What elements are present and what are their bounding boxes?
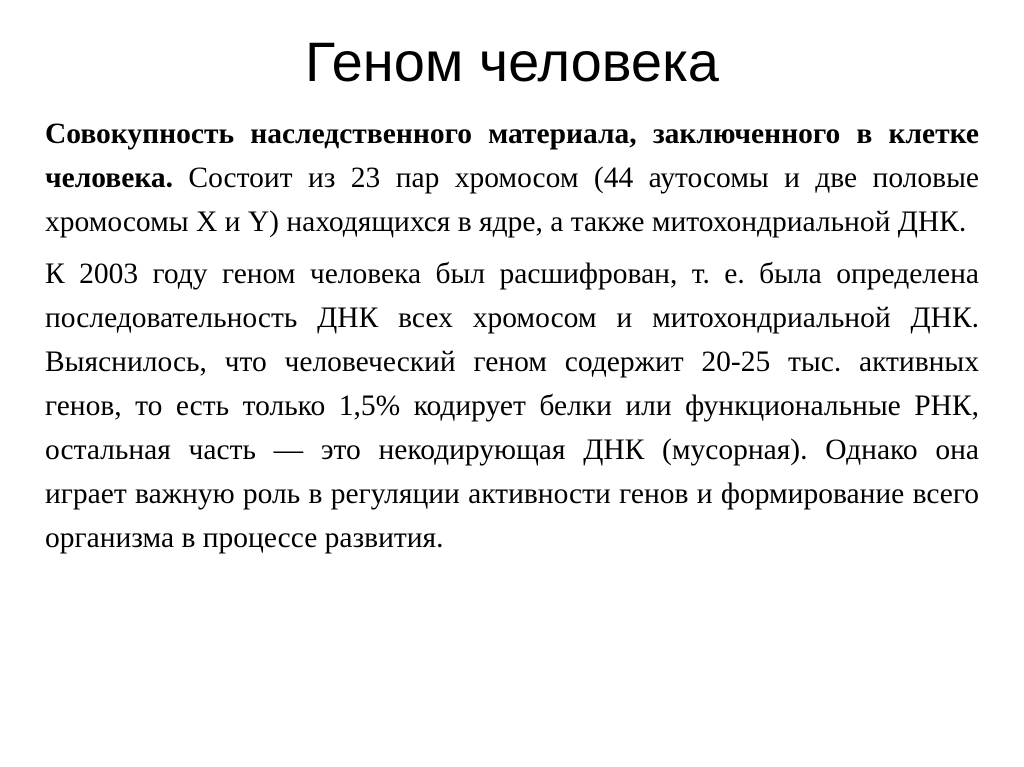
slide-body <box>45 112 979 568</box>
paragraph-definition <box>45 112 979 244</box>
paragraph-decoding: К 2003 году геном человека был расшифрован, т. е. была определена последовательность ДНК всех хромосом и митохондриальной ДНК. Выяснилось, что человеческий геном содержит 20-25 тыс. активных генов, то есть только 1,5% кодирует белки или функциональные РНК, остальная часть — это некодирующая ДНК (мусорная). Однако она играет важную роль в регуляции активности генов и формирование всего организма в процессе развития. <box>45 258 979 554</box>
definition-text: Состоит из 23 пар хромосом (44 аутосомы и две половые хромосомы X и Y) находящихся в ядре, а также митохондриальной ДНК. <box>45 162 979 238</box>
definition-bold: Совокупность наследственного материала, заключенного в клетке человека. <box>45 118 979 194</box>
slide-title: Геном человека <box>305 30 719 93</box>
